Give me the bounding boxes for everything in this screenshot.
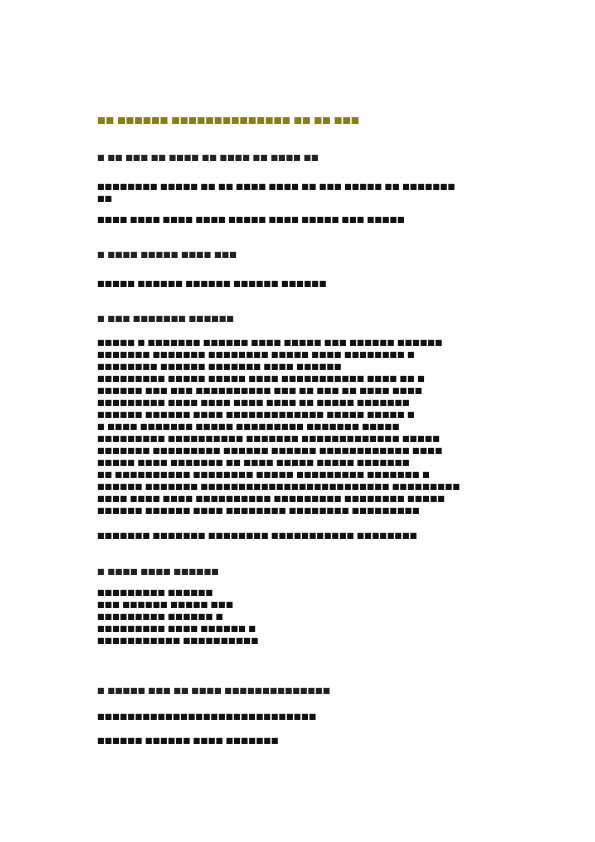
reference-item-3: ■■■■■■■■■ ■■■■■■ ■	[97, 612, 224, 621]
document-title: ■■ ■■■■■■ ■■■■■■■■■■■■■■ ■■ ■■ ■■■	[97, 116, 360, 126]
section-heading-4: ■ ■■■■ ■■■■ ■■■■■■	[97, 567, 219, 576]
reference-item-1: ■■■■■■■■■ ■■■■■■	[97, 588, 213, 597]
body-paragraph-line-13: ■■■■■■ ■■■■■■■ ■■■■■■■■■■■■■■■■■■■■■■■■■ ■■■■■■■■■	[97, 482, 460, 491]
body-paragraph-line-10: ■■■■■■■ ■■■■■■■■■ ■■■■■■ ■■■■■■ ■■■■■■■■■■■■ ■■■■	[97, 446, 443, 455]
section-heading-3: ■ ■■■ ■■■■■■■ ■■■■■■	[97, 314, 234, 323]
reference-item-4: ■■■■■■■■■ ■■■■ ■■■■■■ ■	[97, 624, 256, 633]
reference-item-2: ■■■ ■■■■■■ ■■■■■ ■■■	[97, 600, 234, 609]
body-paragraph-line-15: ■■■■■■ ■■■■■■ ■■■■ ■■■■■■■■ ■■■■■■■■ ■■■■■■■■■	[97, 506, 420, 515]
body-paragraph-line-14: ■■■■ ■■■■ ■■■■ ■■■■■■■■■■ ■■■■■■■■■ ■■■■■■■■ ■■■■■	[97, 494, 445, 503]
body-paragraph-line-1: ■■■■■ ■ ■■■■■■■ ■■■■■■ ■■■■ ■■■■■ ■■■ ■■■■■■ ■■■■■■	[97, 338, 443, 347]
body-paragraph-line-2: ■■■■■■■ ■■■■■■■ ■■■■■■■■ ■■■■■ ■■■■ ■■■■■■■■ ■	[97, 350, 415, 359]
appendix-line-2: ■■■■■■ ■■■■■■ ■■■■ ■■■■■■■	[97, 736, 279, 745]
body-paragraph-line-5: ■■■■■■ ■■■ ■■■ ■■■■■■■■■■ ■■■ ■■ ■■■ ■■ ■■■■ ■■■■	[97, 386, 423, 395]
reference-item-5: ■■■■■■■■■■■ ■■■■■■■■■■	[97, 636, 259, 645]
body-paragraph-line-12: ■■ ■■■■■■■■■■ ■■■■■■■■ ■■■■■ ■■■■■■■■■ ■■■■■■■ ■	[97, 470, 430, 479]
body-paragraph-line-8: ■ ■■■■ ■■■■■■■ ■■■■■ ■■■■■■■■■ ■■■■■■■ ■■■■■	[97, 422, 400, 431]
appendix-heading: ■ ■■■■■ ■■■ ■■ ■■■■ ■■■■■■■■■■■■■■	[97, 686, 331, 695]
appendix-line-1: ■■■■■■■■■■■■■■■■■■■■■■■■■■■■■	[97, 712, 317, 721]
body-paragraph-line-6: ■■■■■■■■■ ■■■■ ■■■■ ■■■■ ■■■■ ■■ ■■■■■ ■■■■■■■	[97, 398, 410, 407]
body-paragraph-line-3: ■■■■■■■■ ■■■■■■ ■■■■■■■ ■■■■ ■■■■■■	[97, 362, 342, 371]
body-keyword-line: ■■■■■■■ ■■■■■■■ ■■■■■■■■ ■■■■■■■■■■■ ■■■■■■■■	[97, 531, 418, 540]
keyword-line: ■■■■■ ■■■■■■ ■■■■■■ ■■■■■■ ■■■■■■	[97, 279, 327, 288]
section-heading-2: ■ ■■■■ ■■■■■ ■■■■ ■■■	[97, 250, 237, 259]
body-paragraph-line-7: ■■■■■■ ■■■■■■ ■■■■ ■■■■■■■■■■■■■ ■■■■■ ■■■■■ ■	[97, 410, 415, 419]
section-heading-1: ■ ■■ ■■■ ■■ ■■■■ ■■ ■■■■ ■■ ■■■■ ■■	[97, 153, 319, 162]
body-paragraph-line-11: ■■■■■ ■■■■ ■■■■■■■ ■■ ■■■■ ■■■■■ ■■■■■ ■■■■■■■	[97, 458, 410, 467]
body-paragraph-line-9: ■■■■■■■■■ ■■■■■■■■■■ ■■■■■■■ ■■■■■■■■■■■■■ ■■■■■	[97, 434, 440, 443]
body-paragraph-line-4: ■■■■■■■■■ ■■■■■ ■■■■■ ■■■■ ■■■■■■■■■■■ ■■■■ ■■ ■	[97, 374, 425, 383]
intro-paragraph-line-1: ■■■■■■■■ ■■■■■ ■■ ■■ ■■■■ ■■■■ ■■ ■■■ ■■■■■ ■■ ■■■■■■■	[97, 182, 456, 191]
intro-paragraph-line-2: ■■	[97, 194, 113, 203]
intro-summary-line: ■■■■ ■■■■ ■■■■ ■■■■ ■■■■■ ■■■■ ■■■■■ ■■■ ■■■■■	[97, 215, 405, 224]
